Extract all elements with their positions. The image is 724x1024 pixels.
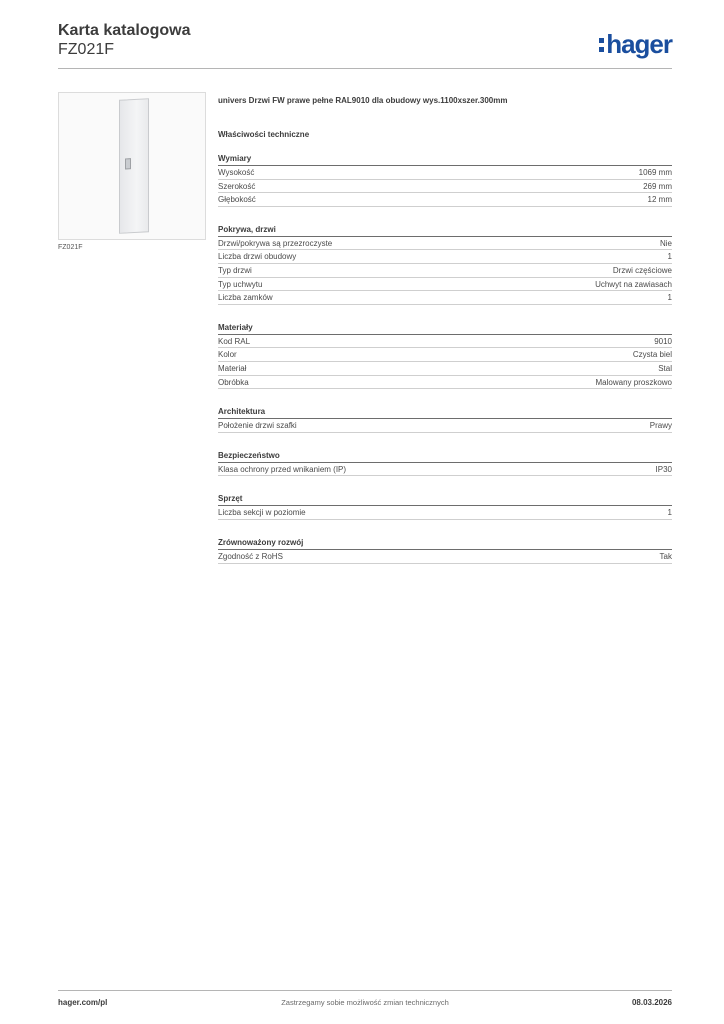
spec-row (218, 550, 672, 564)
spec-label: Typ drzwi (218, 265, 252, 275)
spec-section (218, 322, 672, 389)
spec-value: 269 mm (643, 181, 672, 191)
spec-value: 1 (667, 252, 672, 262)
spec-value: IP30 (655, 464, 672, 474)
spec-row (218, 335, 672, 349)
spec-section (218, 224, 672, 305)
spec-label: Zgodność z RoHS (218, 551, 283, 561)
spec-section (218, 537, 672, 564)
spec-value: 9010 (654, 336, 672, 346)
section-title: Sprzęt (218, 493, 672, 506)
spec-label: Drzwi/pokrywa są przezroczyste (218, 238, 333, 248)
spec-section (218, 406, 672, 433)
hager-logo[interactable] (599, 29, 672, 60)
spec-label: Kod RAL (218, 336, 251, 346)
spec-value: Prawy (649, 421, 672, 431)
document-date: 08.03.2026 (631, 998, 672, 1007)
spec-label: Materiał (218, 363, 247, 373)
spec-label: Klasa ochrony przed wnikaniem (IP) (218, 464, 347, 474)
spec-row (218, 193, 672, 207)
footer-divider (58, 990, 672, 991)
spec-row (218, 376, 672, 390)
spec-row (218, 166, 672, 180)
door-handle-icon (125, 158, 131, 169)
door-panel-icon (119, 98, 149, 234)
header-divider (58, 68, 672, 69)
product-code: FZ021F (58, 41, 115, 58)
spec-value: Czysta biel (632, 350, 672, 360)
section-title: Wymiary (218, 153, 672, 166)
image-caption: FZ021F (58, 244, 83, 251)
spec-label: Położenie drzwi szafki (218, 421, 297, 431)
spec-row (218, 180, 672, 194)
spec-section (218, 153, 672, 207)
spec-value: Stal (658, 363, 672, 373)
spec-row (218, 419, 672, 433)
technical-properties-heading: Właściwości techniczne (218, 130, 310, 139)
spec-row (218, 463, 672, 477)
product-description: univers Drzwi FW prawe pełne RAL9010 dla obudowy wys.1100xszer.300mm (218, 96, 508, 105)
spec-row (218, 278, 672, 292)
spec-label: Głębokość (218, 195, 256, 205)
spec-value: 1 (667, 508, 672, 518)
header (58, 20, 672, 70)
website-link[interactable]: hager.com/pl (58, 998, 108, 1007)
logo-text: hager (606, 29, 672, 59)
spec-section (218, 450, 672, 477)
spec-value: 12 mm (647, 195, 672, 205)
spec-value: Nie (659, 238, 672, 248)
spec-label: Liczba drzwi obudowy (218, 252, 297, 262)
logo-colon-icon (599, 38, 604, 52)
section-title: Materiały (218, 322, 672, 335)
spec-section (218, 493, 672, 520)
spec-label: Szerokość (218, 181, 256, 191)
spec-value: Drzwi częściowe (612, 265, 672, 275)
product-details (218, 96, 672, 564)
spec-row (218, 250, 672, 264)
spec-label: Kolor (218, 350, 237, 360)
spec-label: Liczba zamków (218, 293, 273, 303)
spec-row (218, 348, 672, 362)
page-title: Karta katalogowa (58, 22, 191, 39)
section-title: Bezpieczeństwo (218, 450, 672, 463)
section-title: Zrównoważony rozwój (218, 537, 672, 550)
spec-value: Malowany proszkowo (595, 377, 672, 387)
spec-row (218, 291, 672, 305)
spec-label: Obróbka (218, 377, 249, 387)
section-title: Pokrywa, drzwi (218, 224, 672, 237)
disclaimer: Zastrzegamy sobie możliwość zmian technicznych (281, 998, 449, 1007)
spec-row (218, 264, 672, 278)
spec-value: Uchwyt na zawiasach (595, 279, 672, 289)
spec-row (218, 362, 672, 376)
spec-value: Tak (659, 551, 672, 561)
spec-row (218, 506, 672, 520)
spec-sections (218, 153, 672, 564)
product-image (58, 92, 206, 240)
spec-label: Liczba sekcji w poziomie (218, 508, 306, 518)
spec-value: 1 (667, 293, 672, 303)
spec-row (218, 237, 672, 251)
spec-label: Wysokość (218, 168, 255, 177)
spec-value: 1069 mm (638, 168, 672, 177)
section-title: Architektura (218, 406, 672, 419)
spec-label: Typ uchwytu (218, 279, 263, 289)
